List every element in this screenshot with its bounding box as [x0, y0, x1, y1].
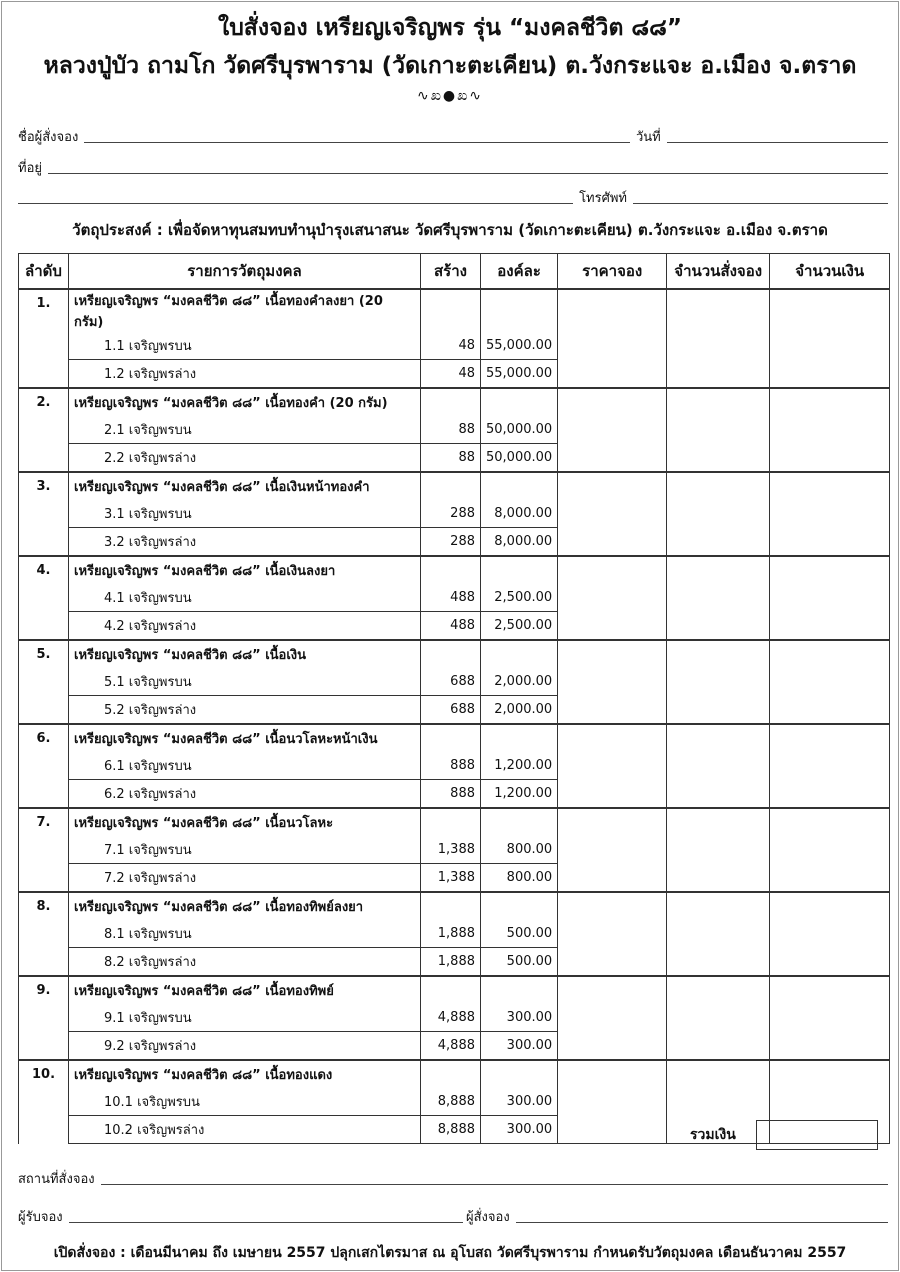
- made-count: 88: [421, 416, 481, 444]
- unit-price: 300.00: [481, 1116, 558, 1144]
- unit-price: 1,200.00: [481, 752, 558, 780]
- booking-price-cell[interactable]: [558, 724, 667, 808]
- row-number: 4.: [19, 556, 69, 640]
- made-count: 288: [421, 500, 481, 528]
- unit-price: 500.00: [481, 948, 558, 977]
- quantity-cell[interactable]: [667, 472, 770, 556]
- item-title: เหรียญเจริญพร “มงคลชีวิต ๘๘” เนื้อเงิน: [69, 640, 421, 668]
- date-line[interactable]: [667, 141, 888, 143]
- table-row-group-title: [19, 388, 890, 416]
- row-number: 3.: [19, 472, 69, 556]
- amount-cell[interactable]: [770, 724, 890, 808]
- orderer-label: ผู้สั่งจอง: [466, 1210, 510, 1225]
- item-name: 7.1 เจริญพรบน: [69, 836, 421, 864]
- place-line[interactable]: [101, 1183, 888, 1185]
- unit-price-cell: [481, 640, 558, 668]
- header-no: ลำดับ: [19, 254, 69, 290]
- date-label: วันที่: [636, 130, 661, 145]
- made-cell: [421, 1060, 481, 1088]
- made-count: 488: [421, 612, 481, 641]
- amount-cell[interactable]: [770, 556, 890, 640]
- receiver-line[interactable]: [69, 1221, 463, 1223]
- item-title: เหรียญเจริญพร “มงคลชีวิต ๘๘” เนื้อทองทิพย์ลงยา: [69, 892, 421, 920]
- item-name: 8.1 เจริญพรบน: [69, 920, 421, 948]
- table-row-group-title: [19, 724, 890, 752]
- item-name: 3.1 เจริญพรบน: [69, 500, 421, 528]
- row-number: 2.: [19, 388, 69, 472]
- made-cell: [421, 388, 481, 416]
- made-count: 4,888: [421, 1004, 481, 1032]
- name-line[interactable]: [84, 141, 630, 143]
- unit-price: 50,000.00: [481, 416, 558, 444]
- item-title: เหรียญเจริญพร “มงคลชีวิต ๘๘” เนื้อนวโลหะ: [69, 808, 421, 836]
- booking-price-cell[interactable]: [558, 976, 667, 1060]
- booking-price-cell[interactable]: [558, 1060, 667, 1144]
- booking-price-cell[interactable]: [558, 892, 667, 976]
- footer-note: เปิดสั่งจอง : เดือนมีนาคม ถึง เมษายน 2557 ปลุกเสกไตรมาส ณ อุโบสถ วัดศรีบุรพาราม กำหนดรับวัตถุมงคล เดือนธันวาคม 2557: [53, 1245, 847, 1261]
- item-name: 1.1 เจริญพรบน: [69, 332, 421, 360]
- made-cell: [421, 289, 481, 332]
- form-subtitle: หลวงปู่บัว ถามโก วัดศรีบุรพาราม (วัดเกาะตะเคียน) ต.วังกระแจะ อ.เมือง จ.ตราด: [43, 53, 857, 79]
- unit-price-cell: [481, 289, 558, 332]
- unit-price: 2,000.00: [481, 696, 558, 725]
- made-count: 1,888: [421, 920, 481, 948]
- quantity-cell[interactable]: [667, 640, 770, 724]
- unit-price: 55,000.00: [481, 332, 558, 360]
- unit-price: 50,000.00: [481, 444, 558, 473]
- unit-price: 2,500.00: [481, 612, 558, 641]
- item-name: 10.2 เจริญพรล่าง: [69, 1116, 421, 1144]
- item-title: เหรียญเจริญพร “มงคลชีวิต ๘๘” เนื้อเงินหน้าทองคำ: [69, 472, 421, 500]
- address-line-2[interactable]: [18, 202, 573, 204]
- orderer-line[interactable]: [516, 1221, 888, 1223]
- made-cell: [421, 724, 481, 752]
- item-name: 8.2 เจริญพรล่าง: [69, 948, 421, 977]
- quantity-cell[interactable]: [667, 388, 770, 472]
- address-label: ที่อยู่: [18, 161, 42, 176]
- item-name: 1.2 เจริญพรล่าง: [69, 360, 421, 389]
- item-name: 4.1 เจริญพรบน: [69, 584, 421, 612]
- quantity-cell[interactable]: [667, 556, 770, 640]
- unit-price: 2,500.00: [481, 584, 558, 612]
- row-number: 10.: [19, 1060, 69, 1144]
- header-amount: จำนวนเงิน: [770, 254, 890, 290]
- receiver-label: ผู้รับจอง: [18, 1210, 63, 1225]
- amount-cell[interactable]: [770, 472, 890, 556]
- unit-price: 55,000.00: [481, 360, 558, 389]
- address-line[interactable]: [48, 172, 888, 174]
- unit-price: 300.00: [481, 1004, 558, 1032]
- row-number: 9.: [19, 976, 69, 1060]
- item-name: 7.2 เจริญพรล่าง: [69, 864, 421, 893]
- quantity-cell[interactable]: [667, 289, 770, 388]
- booking-price-cell[interactable]: [558, 640, 667, 724]
- amount-cell[interactable]: [770, 976, 890, 1060]
- header-item: รายการวัตถุมงคล: [69, 254, 421, 290]
- phone-label: โทรศัพท์: [579, 191, 627, 206]
- purpose-text: วัตถุประสงค์ : เพื่อจัดหาทุนสมทบทำนุบำรุงเสนาสนะ วัดศรีบุรพาราม (วัดเกาะตะเคียน) ต.วังกระแจะ อ.เมือง จ.ตราด: [72, 221, 828, 239]
- unit-price: 8,000.00: [481, 528, 558, 557]
- item-title: เหรียญเจริญพร “มงคลชีวิต ๘๘” เนื้อเงินลงยา: [69, 556, 421, 584]
- made-count: 1,388: [421, 836, 481, 864]
- made-count: 888: [421, 752, 481, 780]
- made-count: 688: [421, 696, 481, 725]
- table-row-group-title: [19, 472, 890, 500]
- item-title: เหรียญเจริญพร “มงคลชีวิต ๘๘” เนื้อทองคำ (20 กรัม): [69, 388, 421, 416]
- table-row-group-title: [19, 892, 890, 920]
- made-count: 88: [421, 444, 481, 473]
- unit-price-cell: [481, 724, 558, 752]
- table-row-group-title: [19, 808, 890, 836]
- booking-price-cell[interactable]: [558, 808, 667, 892]
- item-name: 4.2 เจริญพรล่าง: [69, 612, 421, 641]
- table-row-group-title: [19, 289, 890, 332]
- amount-cell[interactable]: [770, 640, 890, 724]
- unit-price: 800.00: [481, 864, 558, 893]
- made-count: 288: [421, 528, 481, 557]
- booking-price-cell[interactable]: [558, 472, 667, 556]
- made-count: 888: [421, 780, 481, 809]
- phone-line[interactable]: [633, 202, 888, 204]
- orderer-field[interactable]: [466, 1206, 888, 1227]
- quantity-cell[interactable]: [667, 976, 770, 1060]
- table-row-group-title: [19, 1060, 890, 1088]
- unit-price: 800.00: [481, 836, 558, 864]
- total-box[interactable]: [756, 1120, 878, 1150]
- amount-cell[interactable]: [770, 388, 890, 472]
- made-count: 4,888: [421, 1032, 481, 1061]
- unit-price: 8,000.00: [481, 500, 558, 528]
- item-name: 6.2 เจริญพรล่าง: [69, 780, 421, 809]
- order-table: [18, 253, 890, 1144]
- made-cell: [421, 892, 481, 920]
- table-row-group-title: [19, 556, 890, 584]
- item-name: 6.1 เจริญพรบน: [69, 752, 421, 780]
- amount-cell[interactable]: [770, 892, 890, 976]
- address-field[interactable]: [18, 157, 888, 178]
- amount-cell[interactable]: [770, 808, 890, 892]
- form-title: ใบสั่งจอง เหรียญเจริญพร รุ่น “มงคลชีวิต ๘๘”: [217, 15, 683, 41]
- header-unit-price: องค์ละ: [481, 254, 558, 290]
- item-name: 5.1 เจริญพรบน: [69, 668, 421, 696]
- unit-price-cell: [481, 808, 558, 836]
- item-title: เหรียญเจริญพร “มงคลชีวิต ๘๘” เนื้อทองทิพย์: [69, 976, 421, 1004]
- table-row-group-title: [19, 976, 890, 1004]
- unit-price: 2,000.00: [481, 668, 558, 696]
- total-row: [690, 1120, 878, 1150]
- receiver-field[interactable]: [18, 1206, 463, 1227]
- item-title: เหรียญเจริญพร “มงคลชีวิต ๘๘” เนื้อทองคำลงยา (20 กรัม): [69, 289, 421, 332]
- header-quantity: จำนวนสั่งจอง: [667, 254, 770, 290]
- item-name: 2.2 เจริญพรล่าง: [69, 444, 421, 473]
- row-number: 5.: [19, 640, 69, 724]
- name-field[interactable]: [18, 126, 630, 147]
- made-cell: [421, 640, 481, 668]
- table-row-group-title: [19, 640, 890, 668]
- unit-price-cell: [481, 976, 558, 1004]
- made-cell: [421, 472, 481, 500]
- row-number: 6.: [19, 724, 69, 808]
- amount-cell[interactable]: [770, 289, 890, 388]
- unit-price-cell: [481, 892, 558, 920]
- name-label: ชื่อผู้สั่งจอง: [18, 130, 79, 145]
- date-field[interactable]: [636, 126, 888, 147]
- unit-price-cell: [481, 472, 558, 500]
- made-count: 688: [421, 668, 481, 696]
- quantity-cell[interactable]: [667, 892, 770, 976]
- row-number: 7.: [19, 808, 69, 892]
- place-label: สถานที่สั่งจอง: [18, 1172, 95, 1187]
- booking-price-cell[interactable]: [558, 289, 667, 388]
- made-count: 48: [421, 360, 481, 389]
- made-count: 8,888: [421, 1116, 481, 1144]
- item-title: เหรียญเจริญพร “มงคลชีวิต ๘๘” เนื้อนวโลหะหน้าเงิน: [69, 724, 421, 752]
- total-label: รวมเงิน: [690, 1127, 736, 1143]
- row-number: 8.: [19, 892, 69, 976]
- table-header-row: [19, 254, 890, 290]
- made-cell: [421, 808, 481, 836]
- unit-price: 300.00: [481, 1032, 558, 1061]
- ornament-icon: ∿ಖ●ಖ∿: [416, 88, 484, 104]
- unit-price: 500.00: [481, 920, 558, 948]
- made-count: 8,888: [421, 1088, 481, 1116]
- made-count: 48: [421, 332, 481, 360]
- place-field[interactable]: [18, 1168, 888, 1189]
- made-count: 1,888: [421, 948, 481, 977]
- header-booking-price: ราคาจอง: [558, 254, 667, 290]
- made-count: 1,388: [421, 864, 481, 893]
- quantity-cell[interactable]: [667, 724, 770, 808]
- unit-price: 1,200.00: [481, 780, 558, 809]
- item-name: 2.1 เจริญพรบน: [69, 416, 421, 444]
- unit-price-cell: [481, 388, 558, 416]
- unit-price: 300.00: [481, 1088, 558, 1116]
- booking-price-cell[interactable]: [558, 388, 667, 472]
- unit-price-cell: [481, 556, 558, 584]
- item-name: 9.1 เจริญพรบน: [69, 1004, 421, 1032]
- booking-price-cell[interactable]: [558, 556, 667, 640]
- unit-price-cell: [481, 1060, 558, 1088]
- phone-field[interactable]: [18, 187, 888, 208]
- quantity-cell[interactable]: [667, 808, 770, 892]
- item-name: 10.1 เจริญพรบน: [69, 1088, 421, 1116]
- made-cell: [421, 976, 481, 1004]
- header-made: สร้าง: [421, 254, 481, 290]
- item-name: 3.2 เจริญพรล่าง: [69, 528, 421, 557]
- made-cell: [421, 556, 481, 584]
- item-title: เหรียญเจริญพร “มงคลชีวิต ๘๘” เนื้อทองแดง: [69, 1060, 421, 1088]
- item-name: 9.2 เจริญพรล่าง: [69, 1032, 421, 1061]
- row-number: 1.: [19, 289, 69, 388]
- item-name: 5.2 เจริญพรล่าง: [69, 696, 421, 725]
- made-count: 488: [421, 584, 481, 612]
